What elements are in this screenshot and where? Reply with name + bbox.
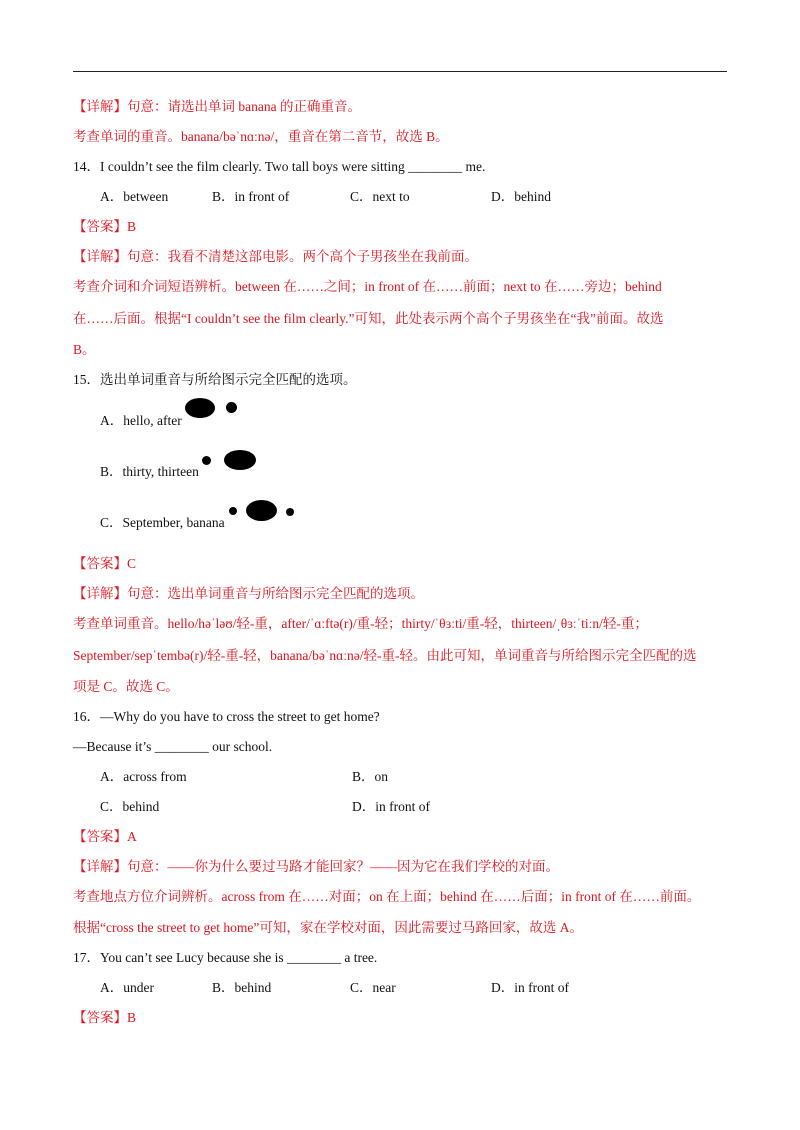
q15-stem: 15．选出单词重音与所给图示完全匹配的选项。 xyxy=(73,372,357,387)
q14-option-b[interactable]: B．in front of xyxy=(212,189,290,204)
q16-option-c[interactable]: C．behind xyxy=(100,799,160,814)
q15-detail-2: 考查单词重音。hello/həˈləʊ/轻-重，after/ˈɑːftə(r)/重-轻；thirty/ˈθɜːti/重-轻，thirteen/ˌθɜːˈtiːn/轻-重； xyxy=(73,616,648,631)
q15-option-a[interactable]: A．hello, after xyxy=(100,413,182,428)
q14-detail-3: 在……后面。根据“I couldn’t see the film clearly.”可知，此处表示两个高个子男孩坐在“我”前面。故选 xyxy=(73,311,664,326)
q14-detail-1: 【详解】句意：我看不清楚这部电影。两个高个子男孩坐在我前面。 xyxy=(73,249,478,264)
header-rule xyxy=(73,71,727,72)
q17-option-d[interactable]: D．in front of xyxy=(491,980,569,995)
q17-option-c[interactable]: C．near xyxy=(350,980,396,995)
stress-small-dot-icon xyxy=(226,402,237,413)
q17-option-a[interactable]: A．under xyxy=(100,980,154,995)
q16-stem-2: —Because it’s ________ our school. xyxy=(73,739,273,754)
q16-option-d[interactable]: D．in front of xyxy=(352,799,430,814)
q14-detail-4: B。 xyxy=(73,342,96,357)
q14-stem: 14．I couldn’t see the film clearly. Two tall boys were sitting ________ me. xyxy=(73,159,486,174)
q16-option-b[interactable]: B．on xyxy=(352,769,389,784)
stress-big-dot-icon xyxy=(224,450,256,470)
stress-big-dot-icon xyxy=(185,398,215,418)
q17-stem: 17．You can’t see Lucy because she is ________ a tree. xyxy=(73,950,378,965)
q16-detail-1: 【详解】句意：——你为什么要过马路才能回家？——因为它在我们学校的对面。 xyxy=(73,859,559,874)
q17-option-b[interactable]: B．behind xyxy=(212,980,272,995)
q15-detail-1: 【详解】句意：选出单词重音与所给图示完全匹配的选项。 xyxy=(73,586,424,601)
q14-detail-2: 考查介词和介词短语辨析。between 在……之间；in front of 在……前面；next to 在……旁边；behind xyxy=(73,279,662,294)
stress-big-dot-icon xyxy=(246,500,277,521)
q15-option-b[interactable]: B．thirty, thirteen xyxy=(100,464,199,479)
stress-small-dot-icon xyxy=(286,508,294,516)
q15-option-c[interactable]: C．September, banana xyxy=(100,515,225,530)
stress-small-dot-icon xyxy=(202,456,211,465)
q16-detail-2: 考查地点方位介词辨析。across from 在……对面；on 在上面；behind 在……后面；in front of 在……前面。 xyxy=(73,889,701,904)
q14-option-d[interactable]: D．behind xyxy=(491,189,551,204)
q16-option-a[interactable]: A．across from xyxy=(100,769,187,784)
q16-stem-1: 16．—Why do you have to cross the street to get home? xyxy=(73,709,380,724)
q13-detail-2: 考查单词的重音。banana/bəˈnɑːnə/，重音在第二音节，故选 B。 xyxy=(73,129,449,144)
q14-option-c[interactable]: C．next to xyxy=(350,189,410,204)
q16-detail-3: 根据“cross the street to get home”可知，家在学校对面，因此需要过马路回家，故选 A。 xyxy=(73,920,583,935)
q16-answer: 【答案】A xyxy=(73,829,137,844)
stress-small-dot-icon xyxy=(229,507,237,515)
q13-detail-1: 【详解】句意：请选出单词 banana 的正确重音。 xyxy=(73,99,361,114)
q15-detail-3: September/sepˈtembə(r)/轻-重-轻，banana/bəˈnɑːnə/轻-重-轻。由此可知，单词重音与所给图示完全匹配的选 xyxy=(73,648,697,663)
q17-answer: 【答案】B xyxy=(73,1010,137,1025)
q15-detail-4: 项是 C。故选 C。 xyxy=(73,679,179,694)
q14-option-a[interactable]: A．between xyxy=(100,189,169,204)
q15-answer: 【答案】C xyxy=(73,556,137,571)
q14-answer: 【答案】B xyxy=(73,219,137,234)
